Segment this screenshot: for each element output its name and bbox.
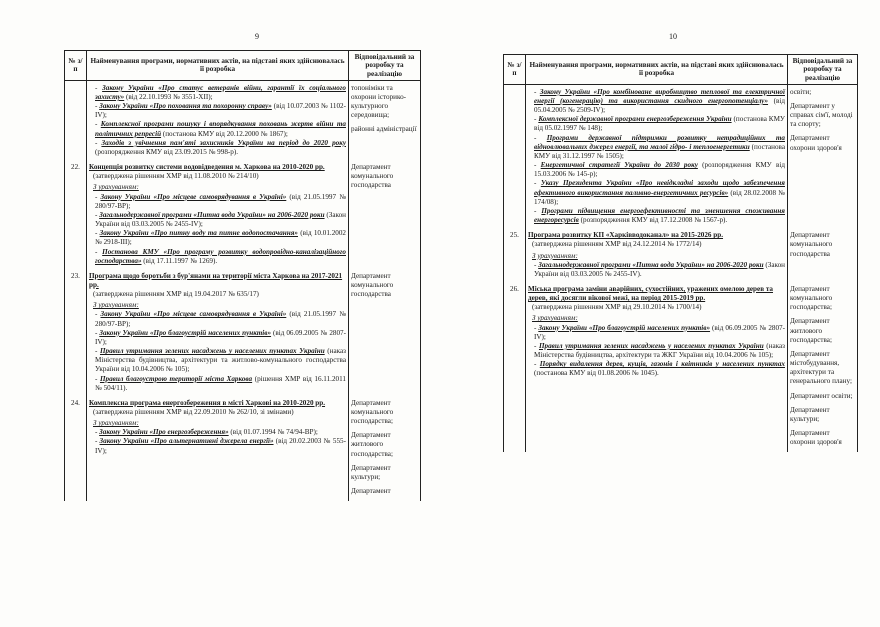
department-name: Департамент [351,487,391,496]
responsible-department [351,163,418,190]
table-row [65,80,421,157]
responsible-department [790,392,855,401]
responsible-department [351,272,418,299]
row-responsible [788,84,858,225]
legal-act-details: (розпорядження КМУ від 23.09.2015 № 998-р). [95,147,239,156]
table-header-row [504,55,858,85]
list-item: - Комплексної програми пошуку і впорядкування поховань жертв війни та політичних репресій (постанова КМУ від 20.12.2000 № 1867); [95,120,346,138]
legal-act-title: Закону України «Про поховання та похоронну справу» [99,102,272,111]
list-item: - Указу Президента України «Про невідкладні заходи щодо забезпечення ефективного використання паливно-енергетичних ресурсів» (від 28.02.2008 № 174/08); [534,179,785,206]
legal-act-title: Закону України «Про статус ветеранів війни, гарантії їх соціального захисту» [95,83,346,101]
legal-act-details: (від 17.11.1997 № 1269). [141,256,218,265]
legal-act-title: Комплексної програми пошуку і впорядкування поховань жертв війни та політичних репресій [95,120,346,138]
basis-list [89,193,346,266]
department-name: Департамент комунального господарства [351,271,394,299]
row-responsible [349,393,421,501]
responsible-department [790,102,855,129]
list-item: - Програми державної підтримки розвитку нетрадиційних та відновлювальних джерел енергії, та малої гідро- і теплоенергетики (постанова КМУ від 31.12.1997 № 1505); [534,133,785,160]
responsible-department [351,464,418,482]
row-number: 23. [65,266,87,393]
col-header-num: № з/п [65,51,87,81]
list-item: - Постанова КМУ «Про програму розвитку водопровідно-каналізаційного господарства» (від 17.11.1997 № 1269). [95,247,346,265]
list-item: - Закону України «Про благоустрій населених пунктів» (від 06.09.2005 № 2807-IV); [534,323,785,341]
col-header-responsible: Відповідальний за розробку та реалізацію [349,51,421,81]
legal-act-title: Постанова КМУ «Про програму розвитку водопровідно-каналізаційного господарства» [95,247,346,265]
page-right [440,0,880,627]
list-item: - Закону України «Про енергозбереження» (від 01.07.1994 № 74/94-ВР); [95,428,318,437]
legal-act-details: (розпорядження КМУ від 17.12.2008 № 1567-р). [578,216,728,225]
list-item: - Закону України «Про статус ветеранів війни, гарантії їх соціального захисту» (від 22.10.1993 № 3551-XII); [95,83,346,101]
row-responsible [788,225,858,279]
responsible-department [790,134,855,152]
legal-act-details: (постанова КМУ від 31.12.1997 № 1505); [534,142,785,160]
row-number [65,80,87,157]
responsible-department [790,317,855,344]
row-responsible [349,80,421,157]
basis-list [528,88,785,225]
list-item: - Загальнодержавної програми «Питна вода України» на 2006-2020 роки (Закон України від 03.03.2005 № 2455-IV). [534,260,785,278]
legal-act-details: (наказ Міністерства будівництва, архітектури та житлово-комунального господарства України від 10.04.2006 № 105); [95,347,346,374]
col-header-name: Найменування програми, нормативних актів, на підставі яких здійснювалась її розробка [526,55,788,85]
legal-act-title: Комплексної державної програми енергозбереження України [538,115,732,124]
responsible-department [351,431,418,458]
legal-act-title: Енергетичної стратегії України до 2030 року [540,161,698,170]
legal-act-details: (розпорядження КМУ від 15.03.2006 № 145-р); [534,161,785,179]
row-responsible [349,266,421,393]
legal-act-title: Закону України «Про питну воду та питне водопостачання» [99,229,298,238]
list-item: - Правил благоустрою території міста Харкова (рішення ХМР від 16.11.2011 № 504/11). [95,374,346,392]
basis-heading: З урахуванням: [93,301,139,310]
legal-act-title: Загальнодержавної програми «Питна вода України» на 2006-2020 роки [99,210,325,219]
basis-list [528,261,785,279]
list-item: - Порядку видалення дерев, кущів, газонів і квітників у населених пунктах (постанова КМУ від 01.08.2006 № 1045). [534,360,785,378]
responsible-department [790,88,855,97]
list-item: - Закону України «Про комбіноване виробництво теплової та електричної енергії (когенерацію) та використання скидного енергопотенціалу» (від 05.04.2005 № 2509-IV); [534,87,785,115]
department-name: районні адміністрації [351,125,417,134]
row-number: 24. [65,393,87,501]
list-item: - Енергетичної стратегії України до 2030 року (розпорядження КМУ від 15.03.2006 № 145-р); [534,161,785,179]
legal-act-title: Правил благоустрою території міста Харкова [99,374,253,383]
program-title: Міська програма заміни аварійних, сухостійних, уражених омелою дерев та дерев, які досягли вікової межі, на період 2015-2019 рр. [528,284,773,303]
program-title: Програма розвитку КП «Харківводоканал» на 2015-2026 рр. [528,231,724,240]
legal-act-title: Порядку видалення дерев, кущів, газонів і квітників у населених пунктах [539,360,785,369]
list-item: - Програми підвищення енергоефективності та зменшення споживання енергоресурсів (розпорядження КМУ від 17.12.2008 № 1567-р). [534,206,785,225]
legal-act-details: (рішення ХМР від 16.11.2011 № 504/11). [95,374,346,392]
department-name: топоніміки та охорони історико-культурного середовища; [351,83,407,120]
department-name: Департамент комунального господарства [790,231,833,258]
row-number: 25. [504,225,526,279]
page-number: 10 [669,32,677,41]
legal-act-title: Заходів з увічнення пам'яті захисників України на період до 2020 року [101,138,346,147]
legal-act-details: (від 05.04.2005 № 2509-IV); [534,97,785,115]
row-content [526,279,788,452]
programs-table [503,54,858,452]
row-number [504,84,526,225]
legal-act-details: (від 20.02.2003 № 555-IV); [95,437,346,455]
col-header-num: № з/п [504,55,526,85]
row-content [87,266,349,393]
list-item: - Заходів з увічнення пам'яті захисників України на період до 2020 року (розпорядження КМУ від 23.09.2015 № 998-р). [95,138,346,156]
department-name: освіти; [790,87,812,96]
row-responsible [788,279,858,452]
list-item: - Загальнодержавної програми «Питна вода України» на 2006-2020 роки (Закон України від 03.03.2005 № 2455-IV); [95,210,346,229]
department-name: Департамент комунального господарства; [351,398,394,426]
legal-act-title: Закону України «Про альтернативні джерела енергії» [99,437,274,446]
legal-act-details: (постанова КМУ від 20.12.2000 № 1867); [161,129,288,138]
approval-note: (затверджена рішенням ХМР від 29.10.2014 № 1700/14) [532,303,702,312]
list-item: - Закону України «Про благоустрій населених пунктів» (від 06.09.2005 № 2807-IV); [95,328,346,346]
basis-heading: З урахуванням: [532,251,578,260]
department-name: Департамент освіти; [790,391,853,400]
legal-act-title: Указу Президента України «Про невідкладні заходи щодо забезпечення ефективного використання паливно-енергетичних ресурсів» [534,179,785,197]
row-content [87,393,349,501]
col-header-name: Найменування програми, нормативних актів, на підставі яких здійснювалась її розробка [87,51,349,81]
legal-act-details: (від 22.10.1993 № 3551-XII); [124,93,213,101]
col-header-responsible: Відповідальний за розробку та реалізацію [788,55,858,85]
legal-act-title: Програми державної підтримки розвитку нетрадиційних та відновлювальних джерел енергії, та малої гідро- і теплоенергетики [534,133,785,151]
legal-act-details: (від 28.02.2008 № 174/08); [534,188,785,206]
legal-act-details: (від 21.05.1997 № 280/97-ВР); [95,192,347,210]
basis-list [89,428,346,455]
program-title: Комплексна програма енергозбереження в місті Харкові на 2010-2020 рр. [89,398,326,407]
legal-act-title: Закону України «Про благоустрій населених пунктів» [99,328,272,337]
responsible-department [790,285,855,312]
responsible-department [351,487,418,496]
department-name: Департамент житлового господарства; [351,431,393,458]
responsible-department [790,406,855,424]
responsible-department [351,84,418,121]
approval-note: (затверджена рішенням ХМР від 22.09.2010 № 262/10, зі змінами) [93,408,294,416]
legal-act-title: Закону України «Про енергозбереження» [99,428,229,437]
list-item: - Правил утримання зелених насаджень у населених пунктах України (наказ Міністерства будівництва, архітектури та житлово-комунального господарства України від 10.04.2006 № 105); [95,347,346,374]
list-item: - Закону України «Про альтернативні джерела енергії» (від 20.02.2003 № 555-IV); [95,437,346,455]
table-row [65,393,421,501]
department-name: Департамент культури; [790,405,830,423]
department-name: Департамент охорони здоров'я [790,429,842,447]
department-name: Департамент комунального господарства [351,163,394,190]
legal-act-details: (постанова КМУ від 05.02.1997 № 148); [534,115,785,133]
list-item: - Комплексної державної програми енергозбереження України (постанова КМУ від 05.02.1997 № 148); [534,115,785,133]
legal-act-details: (від 06.09.2005 № 2807-IV); [534,323,785,341]
responsible-department [351,399,418,426]
legal-act-title: Закону України «Про місцеве самоврядування в Україні» [100,192,287,201]
row-responsible [349,157,421,266]
department-name: Департамент охорони здоров'я [790,134,842,152]
legal-act-details: (від 10.01.2002 № 2918-III); [95,229,346,247]
list-item: - Закону України «Про місцеве самоврядування в Україні» (від 21.05.1997 № 280/97-ВР); [95,310,347,328]
basis-list [528,324,785,379]
department-name: Департамент житлового господарства; [790,317,832,344]
legal-act-details: (від 01.07.1994 № 74/94-ВР); [228,428,318,437]
page-number: 9 [255,32,259,41]
responsible-department [351,125,418,134]
table-header-row [65,51,421,81]
program-title: Концепція розвитку системи водовідведення м. Харкова на 2010-2020 рр. [89,163,325,172]
row-number: 22. [65,157,87,266]
approval-note: (затверджена рішенням ХМР від 19.04.2017 № 635/17) [93,290,259,299]
table-row [504,279,858,452]
list-item: - Закону України «Про питну воду та питне водопостачання» (від 10.01.2002 № 2918-III); [95,229,346,247]
table-row [65,266,421,393]
legal-act-title: Закону України «Про комбіноване виробництво теплової та електричної енергії (когенерацію) та використання скидного енергопотенціалу» [534,87,785,105]
responsible-department [790,429,855,447]
table-row [65,157,421,266]
legal-act-title: Загальнодержавної програми «Питна вода України» на 2006-2020 роки [538,260,764,269]
list-item: - Правил утримання зелених насаджень у населених пунктах України (наказ Міністерства будівництва, архітектури та ЖКГ України від 10.04.2006 № 105); [534,341,785,360]
legal-act-details: (постанова КМУ від 01.08.2006 № 1045). [534,369,659,378]
responsible-department [790,350,855,387]
legal-act-details: (наказ Міністерства будівництва, архітектури та ЖКГ України від 10.04.2006 № 105); [534,341,785,360]
row-content [87,157,349,266]
legal-act-details: (від 06.09.2005 № 2807-IV); [95,328,346,346]
basis-heading: З урахуванням: [93,183,139,192]
department-name: Департамент культури; [351,463,391,481]
department-name: Департамент комунального господарства; [790,284,833,312]
row-number: 26. [504,279,526,452]
table-body [65,80,421,501]
legal-act-details: (Закон України від 03.03.2005 № 2455-IV). [534,260,785,278]
legal-act-title: Програми підвищення енергоефективності та зменшення споживання енергоресурсів [534,206,785,225]
row-content [526,84,788,225]
programs-table [64,50,421,501]
list-item: - Закону України «Про поховання та похоронну справу» (від 10.07.2003 № 1102-IV); [95,102,346,120]
basis-heading: З урахуванням: [93,419,139,428]
department-name: Департамент у справах сім'ї, молоді та спорту; [790,102,853,129]
legal-act-details: (від 10.07.2003 № 1102-IV); [95,102,346,120]
legal-act-details: (від 21.05.1997 № 280/97-ВР); [95,310,347,328]
department-name: Департамент містобудування, архітектури та генерального плану; [790,349,852,386]
row-content [526,225,788,279]
table-body [504,84,858,452]
legal-act-details: (Закон України від 03.03.2005 № 2455-IV); [95,210,346,229]
legal-act-title: Закону України «Про благоустрій населених пунктів» [538,323,711,332]
legal-act-title: Правил утримання зелених насаджень у населених пунктах України [99,347,325,356]
basis-list [89,310,346,392]
row-content [87,80,349,157]
program-title: Програма щодо боротьби з бур'янами на території міста Харкова на 2017-2021 рр. [89,271,343,289]
approval-note: (затверджена рішенням ХМР від 11.08.2010 № 214/10) [93,172,259,181]
list-item: - Закону України «Про місцеве самоврядування в Україні» (від 21.05.1997 № 280/97-ВР); [95,192,347,210]
table-row [504,84,858,225]
approval-note: (затверджена рішенням ХМР від 24.12.2014 № 1772/14) [532,240,702,249]
basis-list [89,84,346,157]
basis-heading: З урахуванням: [532,314,578,323]
legal-act-title: Правил утримання зелених насаджень у населених пунктах України [538,341,764,350]
table-row [504,225,858,279]
legal-act-title: Закону України «Про місцеве самоврядування в Україні» [100,310,287,319]
responsible-department [790,231,855,258]
